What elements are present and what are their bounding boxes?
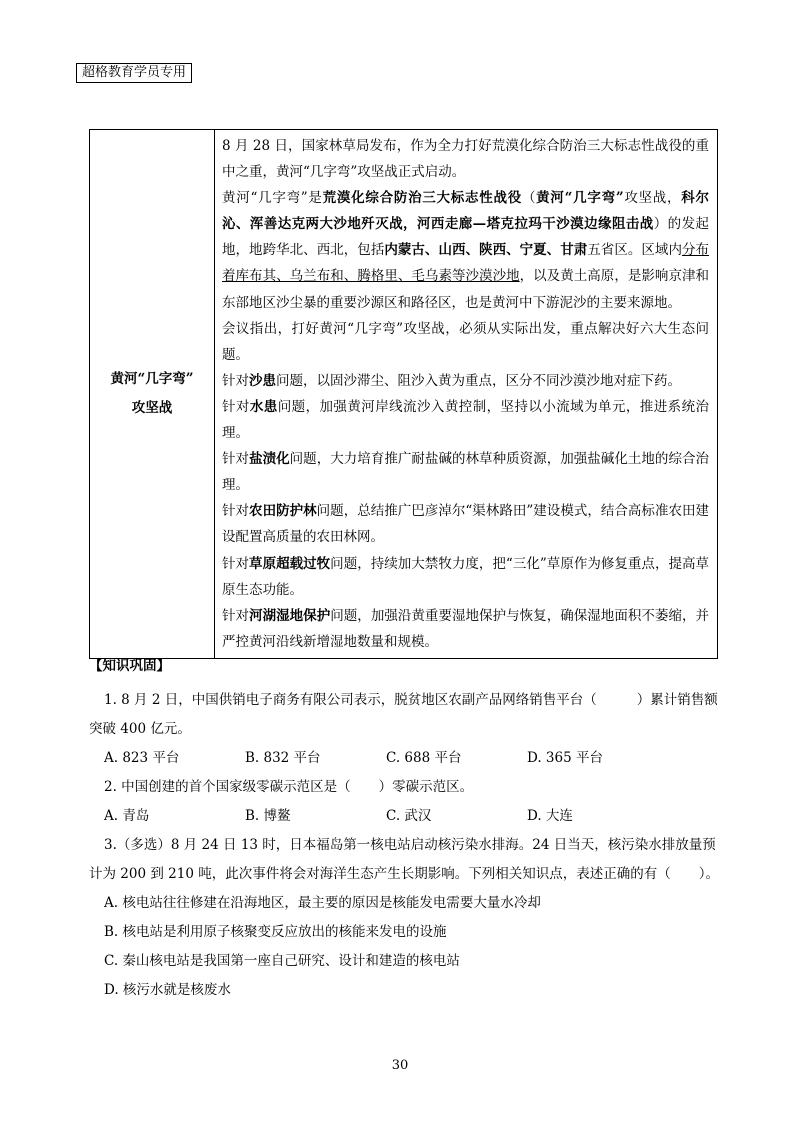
text-span: 问题，加强沿黄重要湿地保护与恢复，确保湿地面积不萎缩，并严控黄河沿线新增湿地数量和规模。	[222, 607, 710, 650]
paragraph-meeting: 会议指出，打好黄河“几字弯”攻坚战，必须从实际出发，重点解决好六大生态问题。	[222, 320, 709, 363]
option-a: A. 823 平台	[104, 750, 180, 766]
paragraph-salinization	[222, 446, 709, 498]
option-a: A. 核电站往往修建在沿海地区，最主要的原因是核能发电需要大量水冷却	[104, 895, 541, 911]
bold-span: 内蒙古、山西、陕西、宁夏、甘肃	[384, 242, 588, 259]
topic-line-2: 攻坚战	[131, 399, 173, 416]
question-text: 3.（多选）8 月 24 日 13 时，日本福岛第一核电站启动核污染水排海。24 日当天，核污染水排放量预计为 200 到 210 吨，此次事件将会对海洋生态产生长期影响。下列相关知识点，表述正确的有（	[89, 837, 716, 882]
text-span: 五省区。区域内	[587, 242, 682, 259]
page-number: 30	[391, 1058, 409, 1073]
underlined-span: 分布着库布其、乌兰布和、腾格里、毛乌素等沙漠沙地	[222, 242, 710, 285]
text-span: 黄河“几字弯”是	[222, 190, 323, 207]
quiz-section	[89, 686, 729, 1005]
table-row	[90, 130, 718, 659]
bold-span: 沙患	[249, 372, 276, 389]
question-2	[89, 773, 729, 802]
text-span: 针对	[222, 607, 250, 624]
topic-cell	[90, 130, 215, 659]
option-b: B. 博鳌	[245, 808, 291, 824]
policy-table	[89, 129, 718, 659]
text-span: 针对	[222, 398, 250, 415]
option-d: D. 365 平台	[527, 750, 603, 766]
topic-line-1: 黄河“几字弯”	[110, 370, 194, 387]
question-text: 1. 8 月 2 日，中国供销电子商务有限公司表示，脱贫地区农副产品网络销售平台（	[104, 692, 597, 708]
paragraph-sand	[222, 368, 709, 394]
text-span: 问题，大力培育推广耐盐碱的林草种质资源，加强盐碱化土地的综合治理。	[222, 451, 710, 494]
text-span: 攻坚战，	[623, 190, 682, 207]
text-span: 问题，总结推广巴彦淖尔“渠林路田”建设模式，结合高标准农田建设配置高质量的农田林网。	[222, 503, 710, 546]
paragraph-water	[222, 394, 709, 446]
text-span: 问题，以固沙滞尘、阻沙入黄为重点，区分不同沙漠沙地对症下药。	[276, 372, 681, 389]
option-c: C. 688 平台	[386, 750, 462, 766]
paragraph-grassland	[222, 551, 709, 603]
question-3	[89, 831, 729, 889]
text-span: 针对	[222, 372, 249, 389]
paragraph-background	[222, 185, 709, 315]
section-title: 【知识巩固】	[89, 658, 170, 674]
text-span: 针对	[222, 503, 250, 520]
question-text: ）。	[698, 866, 719, 882]
bold-span: 河湖湿地保护	[249, 607, 331, 624]
option-d: D. 核污水就是核废水	[104, 982, 231, 998]
header-label: 超格教育学员专用	[76, 63, 192, 83]
question-1	[89, 686, 729, 744]
bold-span: 农田防护林	[249, 503, 317, 520]
text-span: 针对	[222, 451, 250, 468]
question-text: 2. 中国创建的首个国家级零碳示范区是（	[104, 779, 351, 795]
content-cell	[215, 130, 718, 659]
bold-span: 草原超载过牧	[249, 555, 331, 572]
paragraph-intro: 8 月 28 日，国家林草局发布，作为全力打好荒漠化综合防治三大标志性战役的重中之重，黄河“几字弯”攻坚战正式启动。	[222, 138, 709, 181]
question-text: ）累计销售额突破 400 亿元。	[89, 692, 718, 737]
bold-span: 黄河“几字弯”	[536, 190, 624, 207]
option-b: B. 核电站是利用原子核聚变反应放出的核能来发电的设施	[104, 924, 447, 940]
option-a: A. 青岛	[104, 808, 150, 824]
question-2-options	[89, 802, 729, 831]
option-c: C. 武汉	[386, 808, 432, 824]
paragraph-shelterbelt	[222, 498, 709, 550]
question-text: ）零碳示范区。	[378, 779, 474, 795]
text-span: ）的发起地，地跨华北、西北，包括	[222, 216, 710, 259]
bold-span: 盐渍化	[249, 451, 290, 468]
text-span: 问题，持续加大禁牧力度，把“三化”草原作为修复重点，提高草原生态功能。	[222, 555, 710, 598]
paragraph-wetland	[222, 603, 709, 655]
text-span: （	[521, 190, 537, 207]
bold-span: 科尔沁、浑善达克两大沙地歼灭战，河西走廊—塔克拉玛干沙漠边缘阻击战	[222, 190, 710, 233]
option-d: D. 大连	[527, 808, 573, 824]
text-span: ，以及黄土高原，是影响京津和东部地区沙尘暴的重要沙源区和路径区，也是黄河中下游泥沙的主要来源地。	[222, 268, 710, 311]
bold-span: 水患	[249, 398, 278, 415]
question-1-options	[89, 744, 729, 773]
bold-span: 荒漠化综合防治三大标志性战役	[322, 190, 522, 207]
option-c: C. 秦山核电站是我国第一座自己研究、设计和建造的核电站	[104, 953, 460, 969]
option-b: B. 832 平台	[245, 750, 321, 766]
text-span: 针对	[222, 555, 250, 572]
text-span: 问题，加强黄河岸线流沙入黄控制，坚持以小流域为单元，推进系统治理。	[222, 398, 710, 442]
